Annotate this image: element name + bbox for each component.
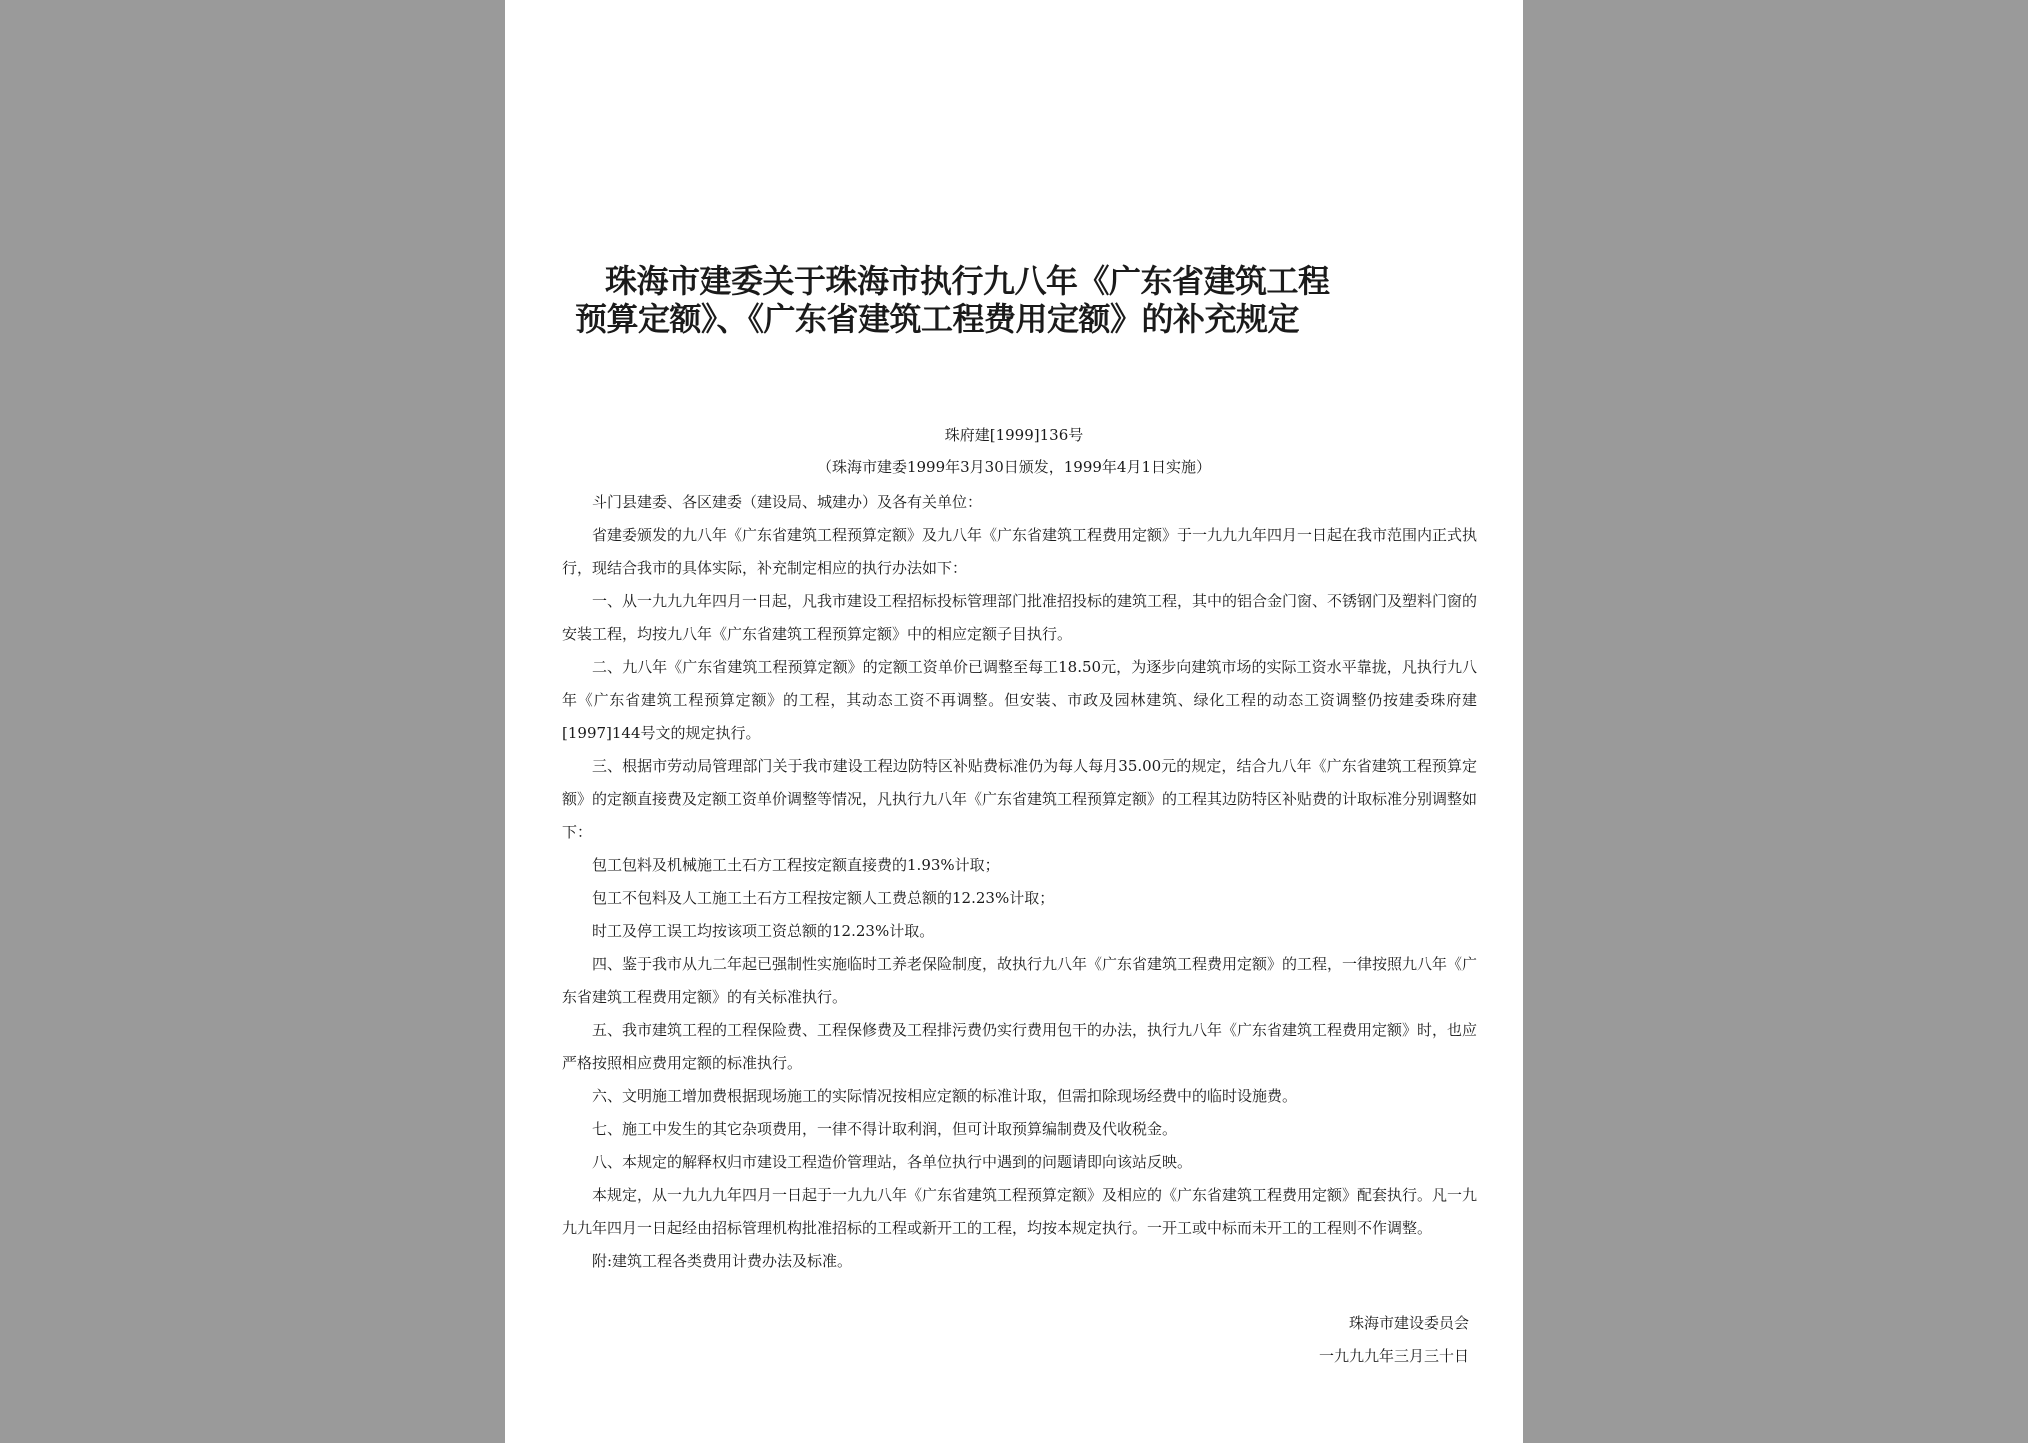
paragraph-item-3: 三、根据市劳动局管理部门关于我市建设工程边防特区补贴费标准仍为每人每月35.00元的规定，结合九八年《广东省建筑工程预算定额》的定额直接费及定额工资单价调整等情况，凡执行九八年《广东省建筑工程预算定额》的工程其边防特区补贴费的计取标准分别调整如下： [562, 757, 1478, 841]
paragraph-effective: 本规定，从一九九九年四月一日起于一九九八年《广东省建筑工程预算定额》及相应的《广东省建筑工程费用定额》配套执行。凡一九九九年四月一日起经由招标管理机构批准招标的工程或新开工的工程，均按本规定执行。一开工或中标而未开工的工程则不作调整。 [562, 1186, 1478, 1237]
document-title [575, 262, 1455, 338]
document-body [562, 486, 1477, 1278]
paragraph-item-4: 四、鉴于我市从九二年起已强制性实施临时工养老保险制度，故执行九八年《广东省建筑工程费用定额》的工程，一律按照九八年《广东省建筑工程费用定额》的有关标准执行。 [562, 955, 1478, 1006]
paragraph-item-2: 二、九八年《广东省建筑工程预算定额》的定额工资单价已调整至每工18.50元，为逐步向建筑市场的实际工资水平靠拢，凡执行九八年《广东省建筑工程预算定额》的工程，其动态工资不再调整。但安装、市政及园林建筑、绿化工程的动态工资调整仍按建委珠府建[1997]144号文的规定执行。 [562, 658, 1477, 742]
document-page [505, 0, 1523, 1443]
document-number: 珠府建[1999]136号 [944, 426, 1084, 444]
title-line-1: 珠海市建委关于珠海市执行九八年《广东省建筑工程 [605, 262, 1330, 300]
paragraph-item-3b: 包工不包料及人工施工土石方工程按定额人工费总额的12.23%计取； [592, 889, 1055, 907]
title-line-2: 预算定额》、《广东省建筑工程费用定额》的补充规定 [575, 300, 1300, 338]
signature-date: 一九九九年三月三十日 [1318, 1347, 1469, 1365]
paragraph-item-6: 六、文明施工增加费根据现场施工的实际情况按相应定额的标准计取，但需扣除现场经费中的临时设施费。 [592, 1087, 1298, 1105]
paragraph-item-3a: 包工包料及机械施工土石方工程按定额直接费的1.93%计取； [592, 856, 1000, 874]
paragraph-intro: 省建委颁发的九八年《广东省建筑工程预算定额》及九八年《广东省建筑工程费用定额》于一九九九年四月一日起在我市范围内正式执行，现结合我市的具体实际，补充制定相应的执行办法如下： [562, 526, 1478, 577]
paragraph-salutation: 斗门县建委、各区建委（建设局、城建办）及各有关单位： [592, 493, 983, 511]
signature-organization: 珠海市建设委员会 [1348, 1314, 1469, 1332]
paragraph-item-5: 五、我市建筑工程的工程保险费、工程保修费及工程排污费仍实行费用包干的办法，执行九八年《广东省建筑工程费用定额》时，也应严格按照相应费用定额的标准执行。 [562, 1021, 1478, 1072]
paragraph-item-8: 八、本规定的解释权归市建设工程造价管理站，各单位执行中遇到的问题请即向该站反映。 [592, 1153, 1193, 1171]
paragraph-item-1: 一、从一九九九年四月一日起，凡我市建设工程招标投标管理部门批准招投标的建筑工程，其中的铝合金门窗、不锈钢门及塑料门窗的安装工程，均按九八年《广东省建筑工程预算定额》中的相应定额子目执行。 [562, 592, 1478, 643]
paragraph-item-7: 七、施工中发生的其它杂项费用，一律不得计取利润，但可计取预算编制费及代收税金。 [592, 1120, 1178, 1138]
issue-info: （珠海市建委1999年3月30日颁发，1999年4月1日实施） [816, 458, 1212, 476]
paragraph-attachment: 附:建筑工程各类费用计费办法及标准。 [592, 1252, 853, 1270]
paragraph-item-3c: 时工及停工误工均按该项工资总额的12.23%计取。 [592, 922, 935, 940]
